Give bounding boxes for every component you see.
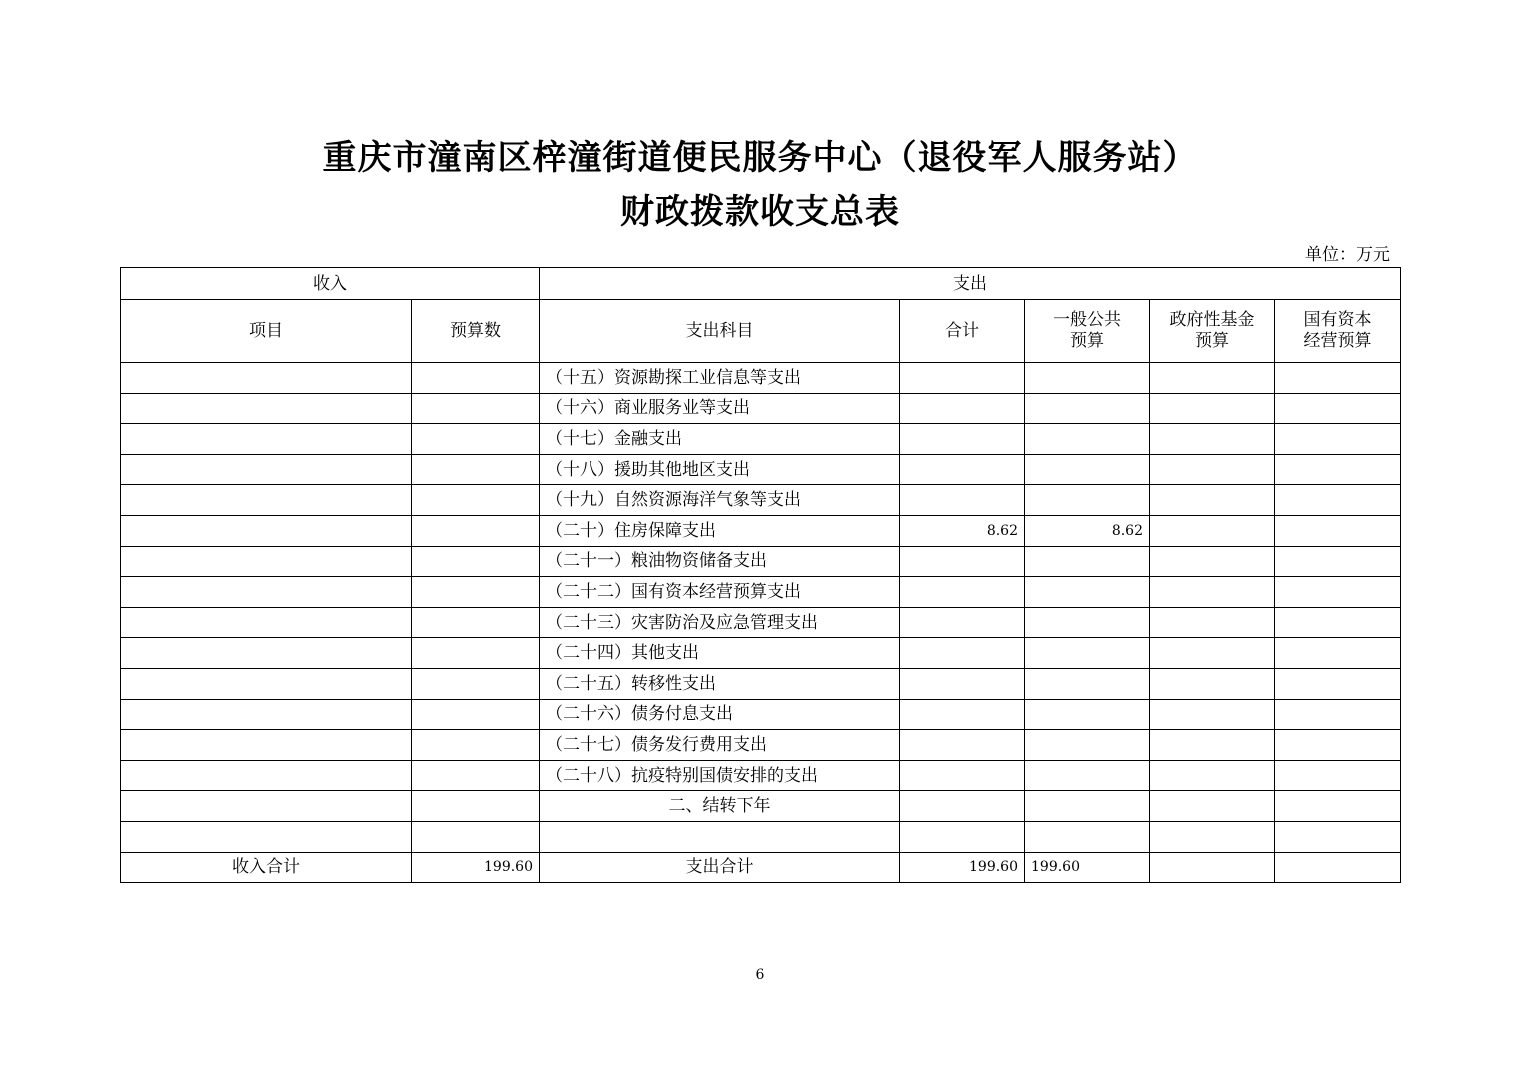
state-capital-cell <box>1275 821 1401 852</box>
expense-subject-cell <box>540 821 900 852</box>
gov-fund-label-line2: 预算 <box>1195 331 1229 351</box>
gov-fund-cell <box>1150 668 1275 699</box>
budget-cell <box>412 363 540 394</box>
general-public-cell <box>1025 668 1150 699</box>
total-cell <box>900 638 1025 669</box>
general-public-cell <box>1025 607 1150 638</box>
item-cell <box>121 760 412 791</box>
table-row <box>121 393 1401 424</box>
general-public-cell <box>1025 638 1150 669</box>
budget-cell <box>412 515 540 546</box>
expense-subject-cell: （二十）住房保障支出 <box>540 515 900 546</box>
total-cell <box>900 546 1025 577</box>
budget-cell <box>412 577 540 608</box>
state-capital-cell <box>1275 393 1401 424</box>
expense-subject-cell: （二十六）债务付息支出 <box>540 699 900 730</box>
income-header: 收入 <box>121 268 540 300</box>
gov-fund-cell <box>1150 546 1275 577</box>
budget-cell <box>412 607 540 638</box>
expense-subject-cell: （二十五）转移性支出 <box>540 668 900 699</box>
budget-cell <box>412 546 540 577</box>
table-row <box>121 607 1401 638</box>
total-cell <box>900 393 1025 424</box>
document-title-line1: 重庆市潼南区梓潼街道便民服务中心（退役军人服务站） <box>322 138 1198 178</box>
gov-fund-cell <box>1150 638 1275 669</box>
gov-fund-cell <box>1150 760 1275 791</box>
state-capital-cell <box>1275 546 1401 577</box>
expense-subject-cell: （二十二）国有资本经营预算支出 <box>540 577 900 608</box>
state-capital-cell <box>1275 485 1401 516</box>
budget-cell <box>412 699 540 730</box>
state-capital-cell <box>1275 852 1401 883</box>
general-public-cell <box>1025 821 1150 852</box>
total-cell <box>900 821 1025 852</box>
page-number: 6 <box>755 967 765 983</box>
header-row-columns <box>121 300 1401 363</box>
table-row <box>121 546 1401 577</box>
item-cell <box>121 393 412 424</box>
document-title-line2: 财政拨款收支总表 <box>620 192 900 232</box>
general-public-cell <box>1025 454 1150 485</box>
state-capital-cell <box>1275 424 1401 455</box>
state-capital-cell <box>1275 363 1401 394</box>
item-cell <box>121 363 412 394</box>
table-row <box>121 638 1401 669</box>
expense-subject-column-header: 支出科目 <box>540 300 900 363</box>
general-public-cell <box>1025 363 1150 394</box>
general-public-cell <box>1025 424 1150 455</box>
total-cell <box>900 699 1025 730</box>
item-cell <box>121 485 412 516</box>
item-cell <box>121 668 412 699</box>
state-capital-cell <box>1275 668 1401 699</box>
gov-fund-cell <box>1150 454 1275 485</box>
total-cell <box>900 454 1025 485</box>
budget-cell <box>412 424 540 455</box>
item-cell <box>121 454 412 485</box>
total-cell <box>900 668 1025 699</box>
general-public-cell <box>1025 760 1150 791</box>
general-public-cell <box>1025 577 1150 608</box>
budget-column-header: 预算数 <box>412 300 540 363</box>
budget-cell <box>412 791 540 822</box>
item-cell <box>121 515 412 546</box>
general-public-cell <box>1025 546 1150 577</box>
header-row-group <box>121 268 1401 300</box>
budget-cell <box>412 638 540 669</box>
state-capital-cell <box>1275 607 1401 638</box>
item-cell <box>121 577 412 608</box>
state-capital-label-line1: 国有资本 <box>1303 310 1372 330</box>
gov-fund-cell <box>1150 393 1275 424</box>
expense-subject-cell: （二十八）抗疫特别国债安排的支出 <box>540 760 900 791</box>
item-cell <box>121 791 412 822</box>
expense-subject-cell: （十五）资源勘探工业信息等支出 <box>540 363 900 394</box>
table-row <box>121 485 1401 516</box>
table-row <box>121 515 1401 546</box>
table-row <box>121 668 1401 699</box>
general-public-total-value: 199.60 <box>1025 852 1150 883</box>
total-cell <box>900 760 1025 791</box>
total-cell <box>900 424 1025 455</box>
general-public-cell: 8.62 <box>1025 515 1150 546</box>
item-cell <box>121 821 412 852</box>
state-capital-cell <box>1275 760 1401 791</box>
item-cell <box>121 607 412 638</box>
total-cell <box>900 363 1025 394</box>
budget-cell <box>412 821 540 852</box>
general-public-cell <box>1025 791 1150 822</box>
expense-subject-cell: （二十一）粮油物资储备支出 <box>540 546 900 577</box>
expense-subject-cell: （十八）援助其他地区支出 <box>540 454 900 485</box>
item-cell <box>121 638 412 669</box>
empty-row <box>121 821 1401 852</box>
item-cell <box>121 699 412 730</box>
total-cell <box>900 730 1025 761</box>
budget-summary-table <box>120 267 1401 883</box>
table-row <box>121 363 1401 394</box>
state-capital-cell <box>1275 454 1401 485</box>
totals-row <box>121 852 1401 883</box>
state-capital-cell <box>1275 515 1401 546</box>
gov-fund-cell <box>1150 515 1275 546</box>
gov-fund-budget-column-header <box>1150 300 1275 363</box>
expense-subject-cell: （二十四）其他支出 <box>540 638 900 669</box>
budget-cell <box>412 760 540 791</box>
gov-fund-cell <box>1150 363 1275 394</box>
expense-total-value: 199.60 <box>900 852 1025 883</box>
gov-fund-cell <box>1150 699 1275 730</box>
table-row <box>121 577 1401 608</box>
income-total-value: 199.60 <box>412 852 540 883</box>
carry-over-label: 二、结转下年 <box>540 791 900 822</box>
table-row <box>121 454 1401 485</box>
table-row <box>121 730 1401 761</box>
gov-fund-cell <box>1150 791 1275 822</box>
table-row <box>121 760 1401 791</box>
expense-subject-cell: （十七）金融支出 <box>540 424 900 455</box>
general-public-label-line1: 一般公共 <box>1053 310 1121 330</box>
state-capital-budget-column-header <box>1275 300 1401 363</box>
gov-fund-cell <box>1150 607 1275 638</box>
expense-subject-cell: （十六）商业服务业等支出 <box>540 393 900 424</box>
gov-fund-cell <box>1150 852 1275 883</box>
expense-subject-cell: （二十三）灾害防治及应急管理支出 <box>540 607 900 638</box>
total-cell: 8.62 <box>900 515 1025 546</box>
expense-subject-cell: （十九）自然资源海洋气象等支出 <box>540 485 900 516</box>
state-capital-cell <box>1275 638 1401 669</box>
item-column-header: 项目 <box>121 300 412 363</box>
gov-fund-cell <box>1150 821 1275 852</box>
general-public-budget-column-header <box>1025 300 1150 363</box>
total-column-header: 合计 <box>900 300 1025 363</box>
income-total-label: 收入合计 <box>121 852 412 883</box>
state-capital-label-line2: 经营预算 <box>1303 331 1372 351</box>
general-public-cell <box>1025 393 1150 424</box>
total-cell <box>900 485 1025 516</box>
budget-cell <box>412 485 540 516</box>
table-row <box>121 699 1401 730</box>
carry-over-row <box>121 791 1401 822</box>
gov-fund-cell <box>1150 730 1275 761</box>
state-capital-cell <box>1275 699 1401 730</box>
gov-fund-cell <box>1150 485 1275 516</box>
general-public-cell <box>1025 730 1150 761</box>
item-cell <box>121 730 412 761</box>
state-capital-cell <box>1275 577 1401 608</box>
item-cell <box>121 424 412 455</box>
budget-cell <box>412 730 540 761</box>
unit-label: 单位：万元 <box>1305 245 1390 265</box>
general-public-cell <box>1025 699 1150 730</box>
gov-fund-cell <box>1150 577 1275 608</box>
general-public-cell <box>1025 485 1150 516</box>
budget-cell <box>412 668 540 699</box>
budget-cell <box>412 393 540 424</box>
expense-total-label: 支出合计 <box>540 852 900 883</box>
table-row <box>121 424 1401 455</box>
gov-fund-label-line1: 政府性基金 <box>1169 310 1255 330</box>
total-cell <box>900 577 1025 608</box>
total-cell <box>900 607 1025 638</box>
state-capital-cell <box>1275 730 1401 761</box>
general-public-label-line2: 预算 <box>1070 331 1104 351</box>
state-capital-cell <box>1275 791 1401 822</box>
total-cell <box>900 791 1025 822</box>
expense-subject-cell: （二十七）债务发行费用支出 <box>540 730 900 761</box>
expense-header: 支出 <box>540 268 1401 300</box>
budget-cell <box>412 454 540 485</box>
gov-fund-cell <box>1150 424 1275 455</box>
item-cell <box>121 546 412 577</box>
